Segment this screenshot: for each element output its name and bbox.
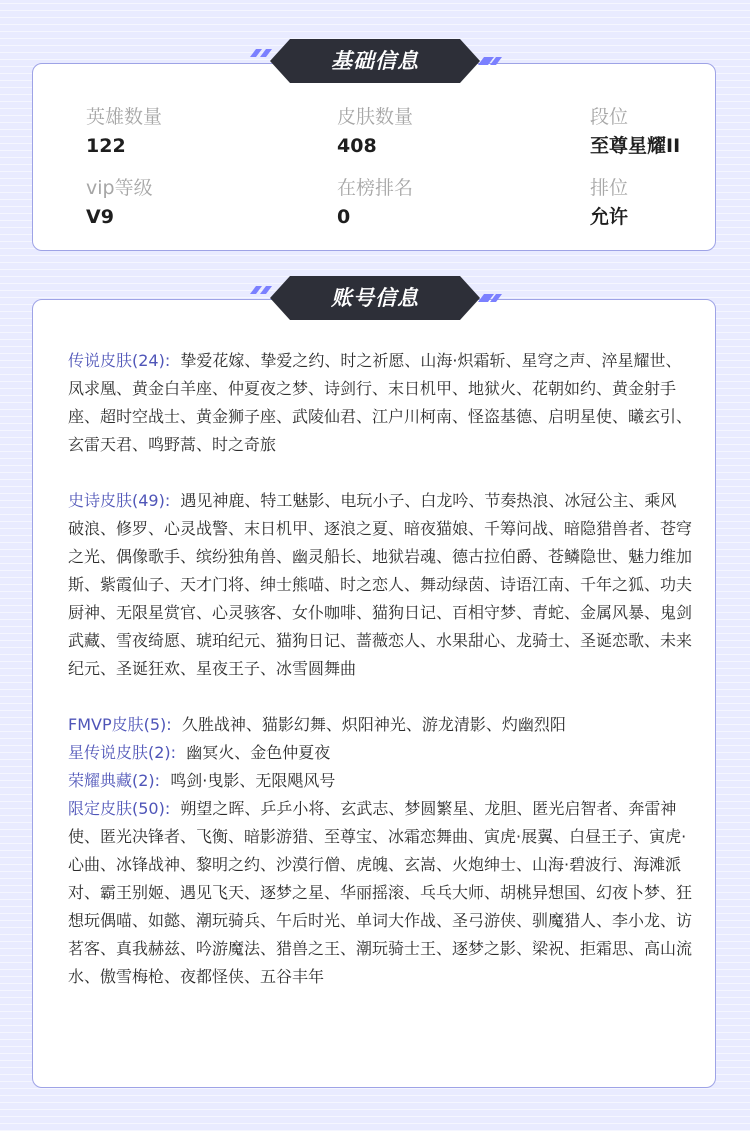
category-items: 朔望之晖、乒乒小将、玄武志、梦圆繁星、龙胆、匿光启智者、奔雷神使、匿光决锋者、飞衡、暗影游猎、至尊宝、冰霜恋舞曲、寅虎·展翼、白昼王子、寅虎·心曲、冰锋战神、黎明之约、沙漠行僧、虎魄、玄嵩、火炮绅士、山海·碧波行、海滩派对、霸王别姬、遇见飞天、逐梦之星、华丽摇滚、乓乓大师、胡桃异想国、幻夜卜梦、狂想玩偶喵、如懿、潮玩骑兵、午后时光、单词大作战、圣弓游侠、驯魔猎人、李小龙、访茗客、真我赫兹、吟游魔法、猎兽之王、潮玩骑士王、逐梦之影、梁祝、拒霜思、高山流水、傲雪梅枪、夜都怪侠、五谷丰年: [68, 799, 693, 986]
category-items: 久胜战神、猫影幻舞、炽阳神光、游龙清影、灼幽烈阳: [181, 715, 566, 734]
category-items: 鸣剑·曳影、无限飓风号: [170, 771, 336, 790]
stat-skin-count: [337, 102, 527, 160]
category-label: 史诗皮肤(49):: [68, 491, 171, 510]
category-label: 传说皮肤(24):: [68, 351, 171, 370]
section-title: 账号信息: [331, 286, 419, 310]
stat-hero-count: [86, 102, 276, 160]
stat-value: 408: [337, 135, 377, 157]
basic-info-card: [32, 63, 716, 251]
skin-category-epic: [68, 487, 692, 683]
category-label: 星传说皮肤(2):: [68, 743, 177, 762]
stat-value: 至尊星耀II: [590, 135, 681, 157]
category-label: 限定皮肤(50):: [68, 799, 171, 818]
basic-info-header: [246, 37, 504, 85]
basic-info-stats: [33, 64, 715, 250]
category-items: 遇见神鹿、特工魅影、电玩小子、白龙吟、节奏热浪、冰冠公主、乘风破浪、修罗、心灵战警、末日机甲、逐浪之夏、暗夜猫娘、千筹问战、暗隐猎兽者、苍穹之光、偶像歌手、缤纷独角兽、幽灵船长、地狱岩魂、德古拉伯爵、苍鳞隐世、魅力维加斯、紫霞仙子、天才门将、绅士熊喵、时之恋人、舞动绿茵、诗语江南、千年之狐、功夫厨神、无限星赏官、心灵骇客、女仆咖啡、猫狗日记、百相守梦、青蛇、金属风暴、鬼剑武藏、雪夜绮愿、琥珀纪元、猫狗日记、蔷薇恋人、水果甜心、龙骑士、圣诞恋歌、未来纪元、圣诞狂欢、星夜王子、冰雪圆舞曲: [68, 491, 693, 678]
category-items: 挚爱花嫁、挚爱之约、时之祈愿、山海·炽霜斩、星穹之声、淬星耀世、凤求凰、黄金白羊座、仲夏夜之梦、诗剑行、末日机甲、地狱火、花朝如约、黄金射手座、超时空战士、黄金狮子座、武陵仙君、江户川柯南、怪盗基德、启明星使、曦玄引、玄雷天君、鸣野蒿、时之奇旅: [68, 351, 693, 454]
stat-rank-tier: [590, 102, 710, 160]
stat-label: 段位: [590, 106, 629, 128]
stat-ranked-allowed: [590, 173, 710, 231]
stat-label: vip等级: [86, 177, 153, 199]
stat-vip-level: [86, 173, 276, 231]
skin-category-legend: [68, 347, 692, 459]
category-label: FMVP皮肤(5):: [68, 715, 172, 734]
stat-value: 122: [86, 135, 126, 157]
stat-value: 0: [337, 206, 351, 228]
skin-list: [68, 347, 692, 991]
skin-category-limited: [68, 795, 692, 991]
account-info-header: [246, 274, 504, 322]
stat-value: 允许: [590, 206, 629, 228]
stat-label: 在榜排名: [337, 177, 414, 199]
skin-category-fmvp: [68, 711, 692, 739]
skin-category-star-legend: [68, 739, 692, 767]
skin-category-glory-collection: [68, 767, 692, 795]
stat-label: 排位: [590, 177, 629, 199]
stat-value: V9: [86, 206, 114, 228]
stat-leaderboard-rank: [337, 173, 527, 231]
category-label: 荣耀典藏(2):: [68, 771, 161, 790]
section-title: 基础信息: [331, 49, 419, 73]
account-info-card: [32, 299, 716, 1088]
category-items: 幽冥火、金色仲夏夜: [186, 743, 331, 762]
stat-label: 皮肤数量: [337, 106, 414, 128]
stat-label: 英雄数量: [86, 106, 163, 128]
